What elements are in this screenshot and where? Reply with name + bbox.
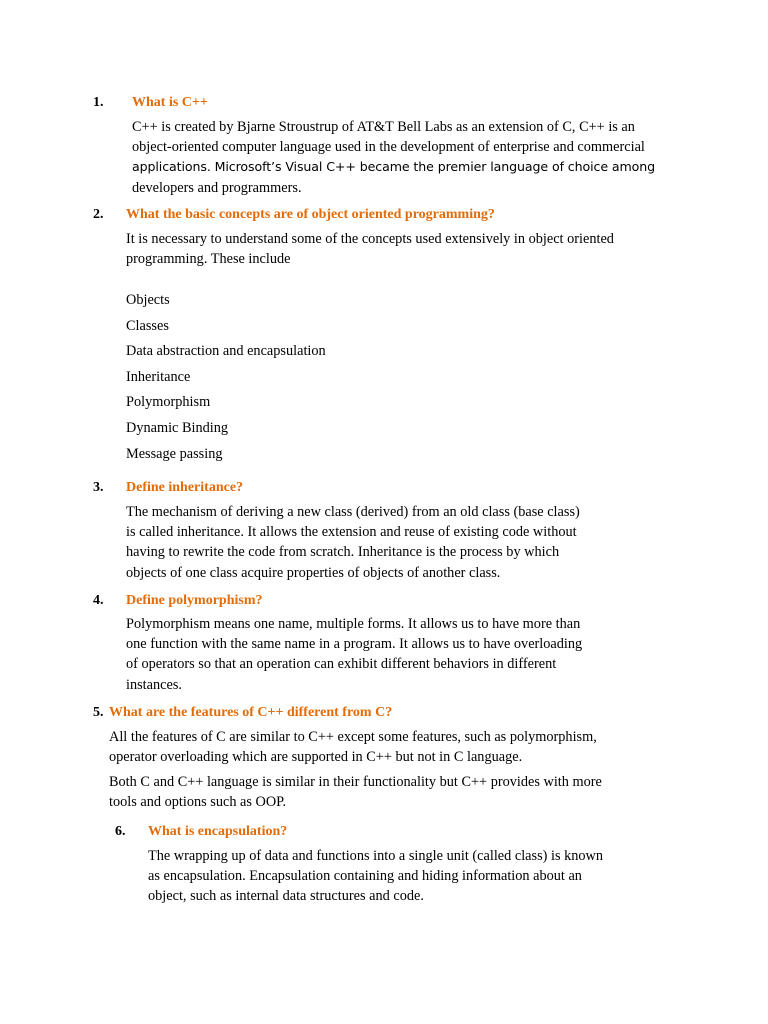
- question-number: 6.: [115, 824, 126, 839]
- question-number: 3.: [93, 480, 104, 495]
- answer-line: object, such as internal data structures and code.: [148, 888, 424, 905]
- question-title: Define polymorphism?: [126, 593, 263, 608]
- answer-line: The mechanism of deriving a new class (derived) from an old class (base class): [126, 504, 580, 520]
- answer-line: is called inheritance. It allows the extension and reuse of existing code without: [126, 524, 577, 541]
- answer-line: developers and programmers.: [132, 179, 302, 196]
- question-3-answer: [126, 502, 580, 583]
- list-item: Inheritance: [126, 368, 191, 385]
- answer-line: programming. These include: [126, 251, 291, 268]
- answer-line: It is necessary to understand some of the concepts used extensively in object oriented: [126, 231, 614, 247]
- question-2-answer: [126, 229, 614, 269]
- list-item: Message passing: [126, 445, 223, 462]
- answer-line: Both C and C++ language is similar in their functionality but C++ provides with more: [109, 774, 602, 790]
- answer-line: as encapsulation. Encapsulation containing and hiding information about an: [148, 868, 582, 885]
- answer-line: C++ is created by Bjarne Stroustrup of AT&T Bell Labs as an extension of C, C++ is an: [132, 119, 635, 135]
- question-1-answer: [132, 117, 655, 198]
- question-title: What is encapsulation?: [148, 824, 288, 839]
- list-item: Dynamic Binding: [126, 419, 229, 436]
- question-5-answer: [109, 727, 597, 767]
- list-item: Objects: [126, 292, 170, 308]
- answer-line: of operators so that an operation can exhibit different behaviors in different: [126, 656, 557, 673]
- answer-line: objects of one class acquire properties of objects of another class.: [126, 564, 501, 581]
- answer-line: instances.: [126, 676, 182, 693]
- list-item: Classes: [126, 317, 169, 334]
- question-title: What is C++: [132, 95, 208, 110]
- answer-line: applications. Microsoft’s Visual C++ became the premier language of choice among: [132, 159, 656, 175]
- question-title: Define inheritance?: [126, 480, 244, 495]
- question-number: 4.: [93, 593, 104, 608]
- question-title: What are the features of C++ different from C?: [109, 705, 393, 720]
- list-item: Data abstraction and encapsulation: [126, 343, 326, 360]
- answer-line: object-oriented computer language used in the development of enterprise and commercial: [132, 139, 645, 156]
- question-number: 1.: [93, 95, 104, 110]
- answer-line: operator overloading which are supported in C++ but not in C language.: [109, 749, 523, 766]
- answer-line: All the features of C are similar to C++ except some features, such as polymorphism,: [109, 729, 597, 745]
- question-title: What the basic concepts are of object oriented programming?: [126, 207, 495, 222]
- answer-line: having to rewrite the code from scratch. Inheritance is the process by which: [126, 544, 560, 561]
- question-5-answer-2: [109, 772, 602, 812]
- question-number: 5.: [93, 705, 104, 720]
- list-item: Polymorphism: [126, 394, 211, 411]
- question-4-answer: [126, 614, 582, 695]
- concepts-list: [126, 288, 326, 467]
- question-number: 2.: [93, 207, 104, 222]
- answer-line: Polymorphism means one name, multiple forms. It allows us to have more than: [126, 616, 581, 632]
- answer-line: tools and options such as OOP.: [109, 794, 287, 811]
- answer-line: one function with the same name in a program. It allows us to have overloading: [126, 636, 583, 653]
- question-6-answer: [148, 846, 603, 907]
- answer-line: The wrapping up of data and functions into a single unit (called class) is known: [148, 848, 604, 864]
